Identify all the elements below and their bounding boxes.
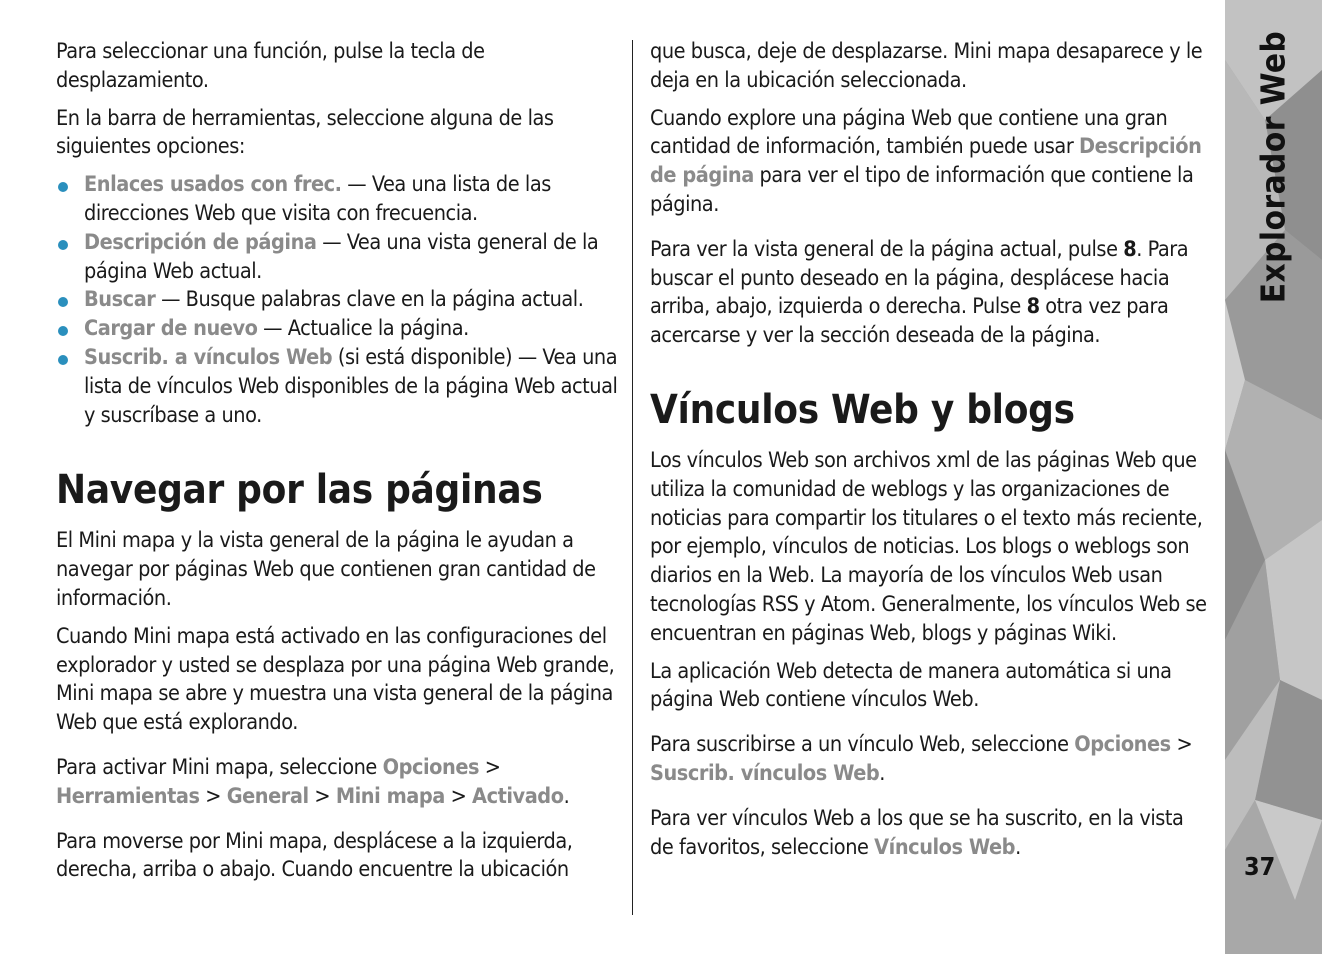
path-separator: > (444, 783, 473, 809)
feeds-subscribe-paragraph (650, 731, 1212, 789)
feeds-detect-paragraph: La aplicación Web detecta de manera automática si una página Web contiene vínculos Web. (650, 658, 1172, 713)
toolbar-options-list (56, 171, 618, 430)
option-term: Vínculos Web (874, 834, 1016, 860)
feeds-view-paragraph (650, 805, 1212, 863)
option-term: Descripción de página (650, 134, 1202, 189)
feeds-intro-paragraph: Los vínculos Web son archivos xml de las páginas Web que utiliza la comunidad de weblogs y las organizaciones de noticias para compartir los titulares o el texto más reciente, por ejemplo, vínculos de noticias. Los blogs o weblogs son diarios en la Web. La mayoría de los vínculos Web usan tecnologías RSS y Atom. Generalmente, los vínculos Web se encuentran en páginas Web, blogs y páginas Wiki. (650, 447, 1207, 646)
text: Cuando explore una página Web que contiene una gran cantidad de información, también puede usar (650, 105, 1168, 160)
minimap-continued-paragraph: que busca, deje de desplazarse. Mini mapa desaparece y le deja en la ubicación seleccionada. (650, 39, 1203, 93)
key-label: 8 (1026, 294, 1040, 320)
option-desc: — Busque palabras clave en la página actual. (155, 287, 584, 313)
text: . (563, 783, 570, 809)
path-separator: > (199, 783, 227, 809)
option-desc: (si está disponible) — Vea una lista de vínculos Web disponibles de la página Web actual y suscríbase a uno. (84, 344, 618, 428)
section-heading-vinculos: Vínculos Web y blogs (650, 386, 1075, 433)
chapter-title: Explorador Web (1253, 30, 1293, 304)
overview-key-paragraph (650, 236, 1212, 351)
option-term: Enlaces usados con frec. (84, 172, 342, 198)
menu-path-item: Mini mapa (335, 783, 445, 809)
menu-path-item: General (226, 783, 309, 809)
path-separator: > (479, 754, 501, 780)
minimap-intro-paragraph: El Mini mapa y la vista general de la página le ayudan a navegar por páginas Web que contienen gran cantidad de información. (56, 528, 596, 611)
list-item (56, 344, 618, 430)
menu-path-item: Herramientas (56, 783, 200, 809)
minimap-activate-paragraph (56, 754, 618, 812)
text: para ver el tipo de información que contiene la página. (650, 163, 1194, 217)
menu-path-item: Opciones (1074, 732, 1171, 758)
option-desc: — Vea una vista general de la página Web actual. (84, 229, 599, 284)
list-item (56, 229, 618, 287)
list-item (56, 315, 618, 344)
menu-path-item: Opciones (382, 754, 480, 780)
text: Para ver vínculos Web a los que se ha suscrito, en la vista de favoritos, seleccione (650, 805, 1184, 860)
bullet-icon (58, 182, 68, 192)
text: Para suscribirse a un vínculo Web, seleccione (650, 732, 1075, 758)
section-heading-navegar: Navegar por las páginas (56, 467, 543, 514)
path-separator: > (308, 783, 336, 809)
list-item (56, 286, 618, 315)
intro-paragraph: Para seleccionar una función, pulse la tecla de desplazamiento. (56, 39, 485, 93)
option-desc: — Vea una lista de las direcciones Web que visita con frecuencia. (84, 172, 551, 226)
right-column (650, 38, 1212, 871)
page-number: 37 (1244, 852, 1276, 881)
toolbar-paragraph: En la barra de herramientas, seleccione alguna de las siguientes opciones: (56, 105, 554, 160)
path-separator: > (1170, 732, 1193, 758)
text: . (1015, 834, 1021, 860)
text: Para ver la vista general de la página actual, pulse (650, 236, 1124, 262)
text: . (879, 760, 885, 786)
option-term: Buscar (84, 287, 156, 313)
option-desc: — Actualice la página. (257, 316, 469, 342)
text: . Para buscar el punto deseado en la página, desplácese hacia arriba, abajo, izquierda o derecha. Pulse (650, 236, 1189, 320)
column-divider (632, 40, 633, 915)
bullet-icon (58, 240, 68, 250)
list-item (56, 171, 618, 229)
key-label: 8 (1123, 236, 1137, 262)
overview-paragraph (650, 105, 1212, 220)
option-term: Suscrib. a vínculos Web (84, 344, 333, 370)
menu-path-item: Activado (472, 783, 564, 809)
option-term: Descripción de página (84, 229, 317, 255)
bullet-icon (58, 326, 68, 336)
text: Para activar Mini mapa, seleccione (56, 754, 383, 780)
bullet-icon (58, 297, 68, 307)
minimap-move-paragraph: Para moverse por Mini mapa, desplácese a la izquierda, derecha, arriba o abajo. Cuando encuentre la ubicación (56, 828, 573, 883)
option-term: Cargar de nuevo (84, 316, 258, 342)
minimap-behavior-paragraph: Cuando Mini mapa está activado en las configuraciones del explorador y usted se desplaza por una página Web grande, Mini mapa se abre y muestra una vista general de la página Web que está explorando. (56, 623, 615, 736)
bullet-icon (58, 355, 68, 365)
text: otra vez para acercarse y ver la sección deseada de la página. (650, 294, 1169, 349)
left-column (56, 38, 618, 894)
menu-path-item: Suscrib. vínculos Web (650, 760, 880, 786)
